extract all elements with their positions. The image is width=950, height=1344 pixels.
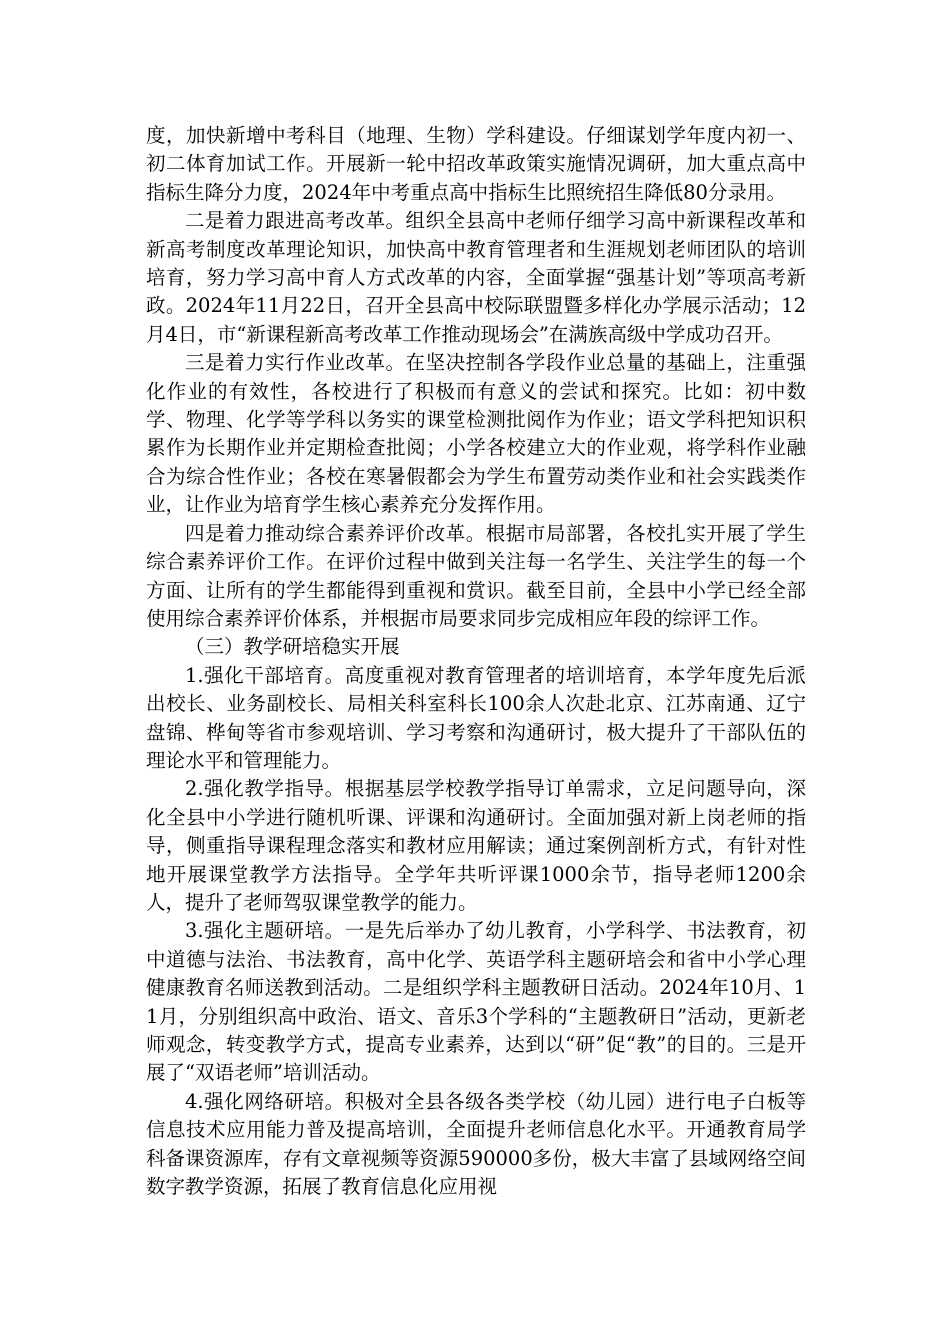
paragraph-thematic-research: 3.强化主题研培。一是先后举办了幼儿教育，小学科学、书法教育，初中道德与法治、书法教育，高中化学、英语学科主题研培会和省中小学心理健康教育名师送教到活动。二是组织学科主题教研日活动。2024年10月、11月，分别组织高中政治、语文、音乐3个学科的“主题教研日”活动，更新老师观念，转变教学方式，提高专业素养，达到以“研”促“教”的目的。三是开展了“双语老师”培训活动。 bbox=[146, 919, 806, 1085]
paragraph-online-research: 4.强化网络研培。积极对全县各级各类学校（幼儿园）进行电子白板等信息技术应用能力普及提高培训，全面提升老师信息化水平。开通教育局学科备课资源库，存有文章视频等资源590000多份，极大丰富了县域网络空间数字教学资源，拓展了教育信息化应用视 bbox=[146, 1089, 806, 1199]
paragraph-homework-reform: 三是着力实行作业改革。在坚决控制各学段作业总量的基础上，注重强化作业的有效性，各校进行了积极而有意义的尝试和探究。比如：初中数学、物理、化学等学科以务实的课堂检测批阅作为作业；语文学科把知识积累作为长期作业并定期检查批阅；小学各校建立大的作业观，将学科作业融合为综合性作业；各校在寒暑假都会为学生布置劳动类作业和社会实践类作业，让作业为培育学生核心素养充分发挥作用。 bbox=[146, 351, 806, 517]
paragraph-teaching-guidance: 2.强化教学指导。根据基层学校教学指导订单需求，立足问题导向，深化全县中小学进行随机听课、评课和沟通研讨。全面加强对新上岗老师的指导，侧重指导课程理念落实和教材应用解读；通过案例剖析方式，有针对性地开展课堂教学方法指导。全学年共听评课1000余节，指导老师1200余人，提升了老师驾驭课堂教学的能力。 bbox=[146, 777, 806, 914]
paragraph-evaluation-reform: 四是着力推动综合素养评价改革。根据市局部署，各校扎实开展了学生综合素养评价工作。在评价过程中做到关注每一名学生、关注学生的每一个方面、让所有的学生都能得到重视和赏识。截至目前，全县中小学已经全部使用综合素养评价体系，并根据市局要求同步完成相应年段的综评工作。 bbox=[146, 521, 806, 630]
paragraph-cadre-training: 1.强化干部培育。高度重视对教育管理者的培训培育，本学年度先后派出校长、业务副校长、局相关科室科长100余人次赴北京、江苏南通、辽宁盘锦、桦甸等省市参观培训、学习考察和沟通研讨，极大提升了干部队伍的理论水平和管理能力。 bbox=[146, 663, 806, 772]
paragraph-zhongkao-continuation: 度，加快新增中考科目（地理、生物）学科建设。仔细谋划学年度内初一、初二体育加试工作。开展新一轮中招改革政策实施情况调研，加大重点高中指标生降分力度，2024年中考重点高中指标生比照统招生降低80分录用。 bbox=[146, 124, 806, 204]
paragraph-gaokao-reform: 二是着力跟进高考改革。组织全县高中老师仔细学习高中新课程改革和新高考制度改革理论知识，加快高中教育管理者和生涯规划老师团队的培训培育，努力学习高中育人方式改革的内容，全面掌握“强基计划”等项高考新政。2024年11月22日，召开全县高中校际联盟暨多样化办学展示活动；12月4日，市“新课程新高考改革工作推动现场会”在满族高级中学成功召开。 bbox=[146, 209, 806, 346]
document-body bbox=[146, 122, 806, 1201]
section-heading-teaching-research: （三）教学研培稳实开展 bbox=[185, 635, 400, 659]
